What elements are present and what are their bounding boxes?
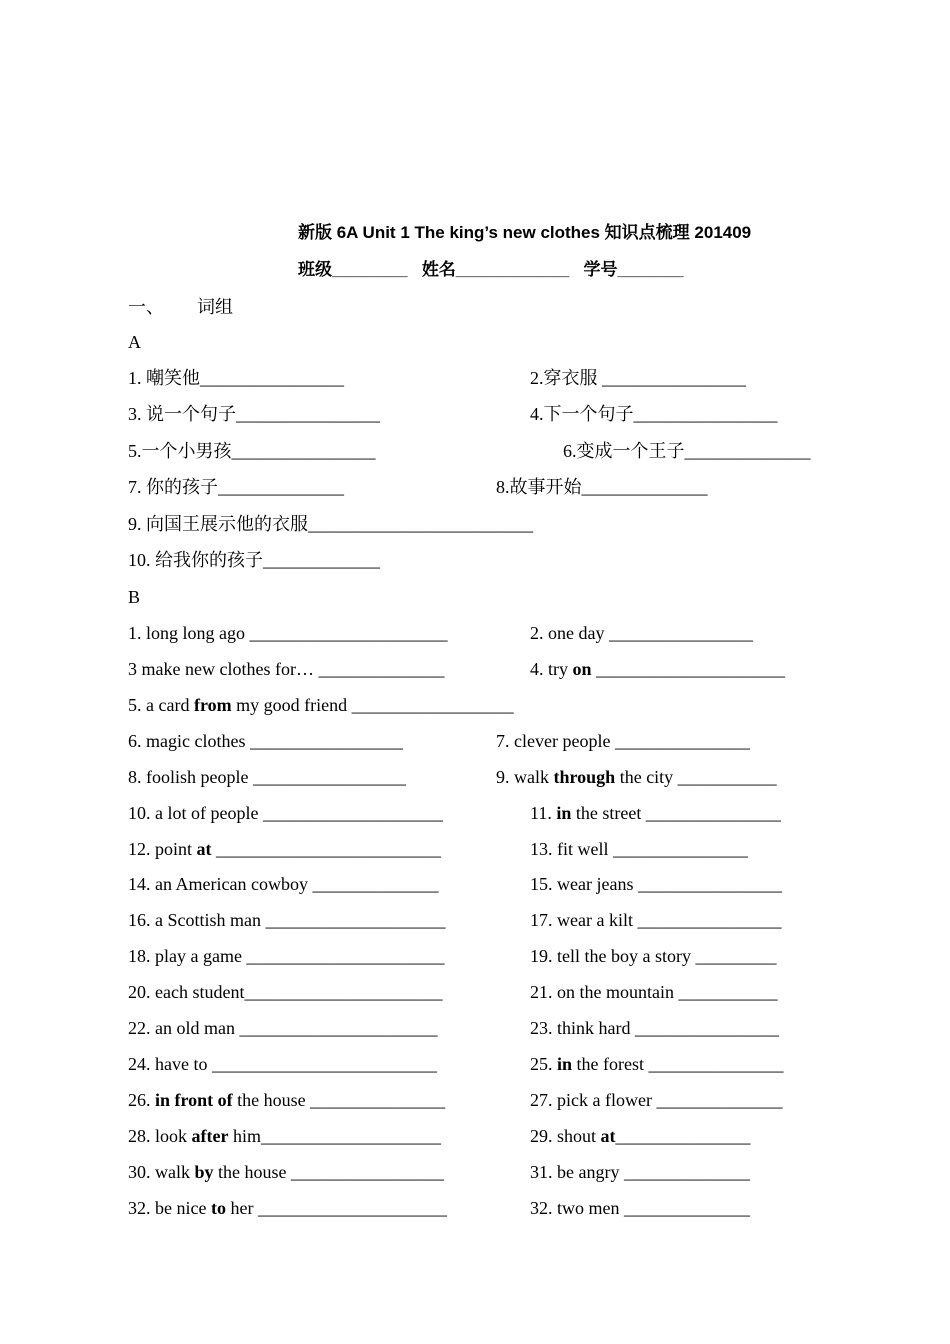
phrase-b-12: 12. point at _________________________ [128, 839, 442, 859]
phrase-b-2: 2. one day ________________ [530, 623, 753, 643]
phrase-b-32a: 32. be nice to her _____________________ [128, 1198, 447, 1218]
phrase-b-29: 29. shout at_______________ [530, 1126, 751, 1146]
phrase-b-25: 25. in the forest _______________ [530, 1054, 784, 1074]
phrase-a-5: 5.一个小男孩________________ [128, 441, 376, 461]
phrase-b-19: 19. tell the boy a story _________ [530, 946, 777, 966]
part-a-label: A [128, 332, 141, 352]
phrase-a-2: 2.穿衣服 ________________ [530, 368, 746, 388]
phrase-b-9: 9. walk through the city ___________ [496, 767, 777, 787]
phrase-b-18: 18. play a game ______________________ [128, 946, 445, 966]
phrase-b-1: 1. long long ago ______________________ [128, 623, 448, 643]
phrase-b-5: 5. a card from my good friend __________________ [128, 695, 514, 715]
phrase-b-22: 22. an old man ______________________ [128, 1018, 438, 1038]
phrase-b-21: 21. on the mountain ___________ [530, 982, 778, 1002]
phrase-b-14: 14. an American cowboy ______________ [128, 874, 439, 894]
phrase-b-28: 28. look after him____________________ [128, 1126, 441, 1146]
phrase-b-30: 30. walk by the house _________________ [128, 1162, 444, 1182]
number-label: 学号_______ [583, 260, 684, 279]
phrase-b-23: 23. think hard ________________ [530, 1018, 779, 1038]
worksheet-title: 新版 6A Unit 1 The king’s new clothes 知识点梳理 201409 [298, 223, 752, 242]
phrase-b-26: 26. in front of the house _______________ [128, 1090, 446, 1110]
phrase-a-3: 3. 说一个句子________________ [128, 404, 380, 424]
part-b-label: B [128, 587, 141, 607]
phrase-a-6: 6.变成一个王子______________ [563, 441, 811, 461]
phrase-b-8: 8. foolish people _________________ [128, 767, 406, 787]
phrase-b-11: 11. in the street _______________ [530, 803, 781, 823]
phrase-b-13: 13. fit well _______________ [530, 839, 748, 859]
phrase-b-31: 31. be angry ______________ [530, 1162, 750, 1182]
section-number: 一、 [128, 297, 164, 317]
phrase-b-6: 6. magic clothes _________________ [128, 731, 403, 751]
phrase-a-4: 4.下一个句子________________ [530, 404, 778, 424]
phrase-a-7: 7. 你的孩子______________ [128, 477, 344, 497]
phrase-b-3: 3 make new clothes for… ______________ [128, 659, 445, 679]
phrase-b-17: 17. wear a kilt ________________ [530, 910, 782, 930]
phrase-a-9: 9. 向国王展示他的衣服_________________________ [128, 514, 533, 534]
phrase-b-15: 15. wear jeans ________________ [530, 874, 782, 894]
phrase-b-10: 10. a lot of people ____________________ [128, 803, 443, 823]
phrase-b-20: 20. each student______________________ [128, 982, 443, 1002]
phrase-b-27: 27. pick a flower ______________ [530, 1090, 783, 1110]
section-title: 词组 [197, 297, 233, 317]
phrase-b-7: 7. clever people _______________ [496, 731, 750, 751]
phrase-a-1: 1. 嘲笑他________________ [128, 368, 344, 388]
phrase-b-16: 16. a Scottish man ____________________ [128, 910, 446, 930]
phrase-a-8: 8.故事开始______________ [496, 477, 708, 497]
phrase-b-24: 24. have to _________________________ [128, 1054, 437, 1074]
phrase-b-32b: 32. two men ______________ [530, 1198, 750, 1218]
class-label: 班级________ [298, 260, 408, 279]
phrase-a-10: 10. 给我你的孩子_____________ [128, 550, 380, 570]
phrase-b-4: 4. try on _____________________ [530, 659, 786, 679]
name-label: 姓名____________ [421, 260, 570, 279]
student-info [298, 259, 684, 281]
